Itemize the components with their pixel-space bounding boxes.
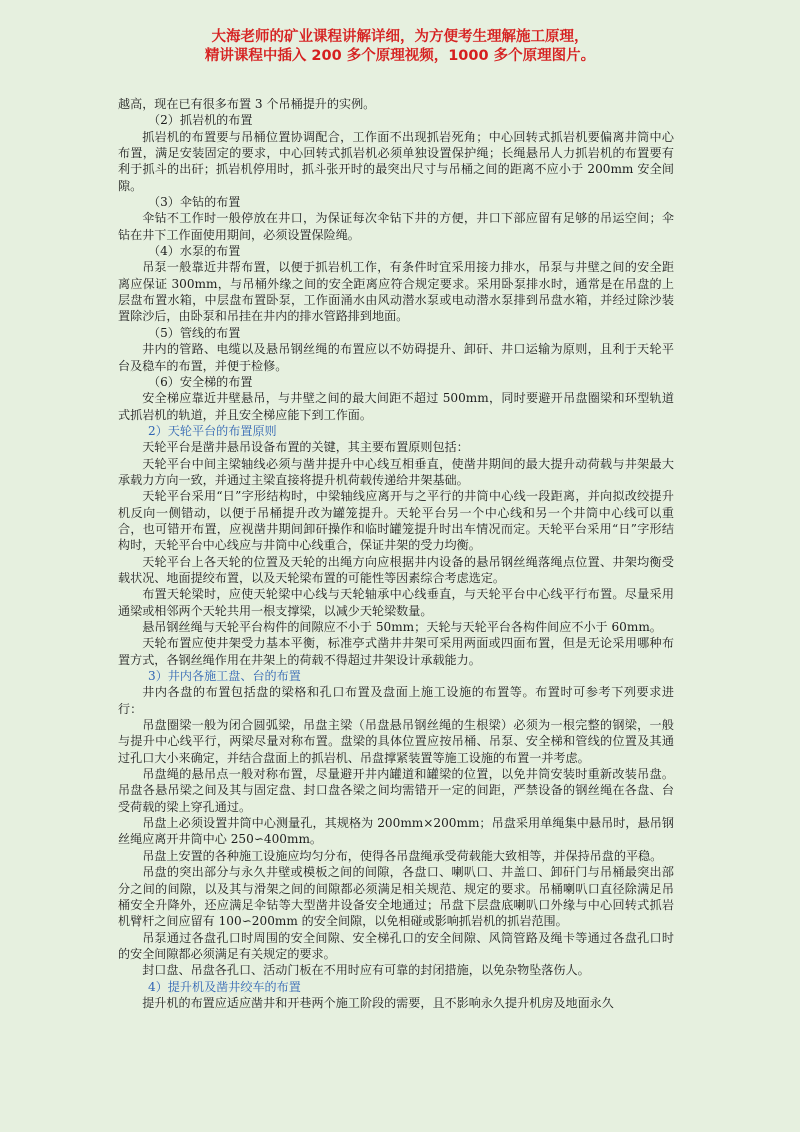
paragraph: 越高，现在已有很多布置 3 个吊桶提升的实例。	[118, 97, 376, 111]
paragraph: 吊泵一般靠近井帮布置，以便于抓岩机工作，有条件时宜采用接力排水，吊泵与井壁之间的安全距离应保证 300mm，与吊桶外缘之间的安全距离应符合规定要求。采用卧泵排水时，通常是在吊盘的上层盘布置水箱，中层盘布置卧泵，工作面涌水由风动潜水泵或电动潜水泵排到吊盘水箱，并经过除沙装置除沙后，由卧泵和吊挂在井内的排水管路排到地面。	[118, 260, 674, 324]
paragraph: 井内的管路、电缆以及悬吊钢丝绳的布置应以不妨碍提升、卸矸、井口运输为原则，且利于天轮平台及稳车的布置，并便于检修。	[118, 342, 674, 373]
paragraph: 抓岩机的布置要与吊桶位置协调配合，工作面不出现抓岩死角；中心回转式抓岩机要偏离井筒中心布置，满足安装固定的要求，中心回转式抓岩机必须单独设置保护绳；长绳悬吊人力抓岩机的布置要有利于抓斗的出矸；抓岩机停用时，抓斗张开时的最突出尺寸与吊桶之间的距离不应小于 200mm 安全间隙。	[118, 129, 674, 193]
section-heading: （6）安全梯的布置	[148, 374, 253, 389]
paragraph: 封口盘、吊盘各孔口、活动门板在不用时应有可靠的封闭措施，以免杂物坠落伤人。	[142, 963, 590, 978]
paragraph: 提升机的布置应适应凿井和开巷两个施工阶段的需要，且不影响永久提升机房及地面永久	[142, 995, 614, 1010]
paragraph: 吊盘圈梁一般为闭合圆弧梁，吊盘主梁（吊盘悬吊钢丝绳的生根梁）必须为一根完整的钢梁，一般与提升中心线平行，两梁尽量对称布置。盘梁的具体位置应按吊桶、吊泵、安全梯和管线的位置及其通过孔口大小来确定，并结合盘面上的抓岩机、吊盘撑紧装置等施工设施的布置一并考虑。	[118, 718, 674, 765]
paragraph: 吊盘上安置的各种施工设施应均匀分布，使得各吊盘绳承受荷载能大致相等，并保持吊盘的平稳。	[142, 848, 663, 863]
paragraph: 井内各盘的布置包括盘的梁格和孔口布置及盘面上施工设施的布置等。布置时可参考下列要求进行：	[118, 685, 674, 716]
paragraph: 天轮布置应使井架受力基本平衡，标准亭式凿井井架可采用两面或四面布置，但是无论采用哪种布置方式，各钢丝绳作用在井架上的荷载不得超过井架设计承载能力。	[118, 636, 674, 667]
paragraph: 天轮平台中间主梁轴线必须与凿井提升中心线互相垂直，使凿井期间的最大提升动荷载与井架最大承载力方向一致，并通过主梁直接将提升机荷载传递给井架基础。	[118, 456, 674, 487]
header-banner	[0, 28, 800, 66]
section-heading: 4）提升机及凿井绞车的布置	[148, 979, 301, 994]
paragraph: 天轮平台采用“日”字形结构时，中梁轴线应离开与之平行的井筒中心线一段距离，并向拟改绞提升机反向一侧错动，以便于吊桶提升改为罐笼提升。天轮平台另一个中心线和另一个井筒中心线可以重合，也可错开布置，应视凿井期间卸矸操作和临时罐笼提升时出车情况而定。天轮平台采用“日”字形结构时，天轮平台中心线应与井筒中心线重合，保证井架的受力均衡。	[118, 489, 674, 553]
paragraph: 吊盘上必须设置井筒中心测量孔，其规格为 200mm×200mm；吊盘采用单绳集中悬吊时，悬吊钢丝绳应离开井筒中心 250∽400mm。	[118, 816, 674, 847]
section-heading: （5）管线的布置	[148, 325, 241, 340]
paragraph: 吊泵通过各盘孔口时周围的安全间隙、安全梯孔口的安全间隙、风筒管路及绳卡等通过各盘孔口时的安全间隙都必须满足有关规定的要求。	[118, 930, 674, 961]
section-heading: 3）井内各施工盘、台的布置	[148, 669, 301, 684]
paragraph: 吊盘绳的悬吊点一般对称布置，尽量避开井内罐道和罐梁的位置，以免井筒安装时重新改装吊盘。吊盘各悬吊梁之间及其与固定盘、封口盘各梁之间均需错开一定的间距，严禁设备的钢丝绳在各盘、台受荷载的梁上穿孔通过。	[118, 767, 674, 814]
paragraph: 天轮平台是凿井悬吊设备布置的关键，其主要布置原则包括：	[142, 440, 469, 455]
banner-line-2: 精讲课程中插入 200 多个原理视频，1000 多个原理图片。	[204, 48, 596, 64]
banner-line-1: 大海老师的矿业课程讲解详细，为方便考生理解施工原理，	[211, 29, 589, 45]
paragraph: 布置天轮梁时，应使天轮梁中心线与天轮轴承中心线垂直，与天轮平台中心线平行布置。尽量采用通梁或相邻两个天轮共用一根支撑梁，以减少天轮梁数量。	[118, 587, 674, 618]
section-heading: 2）天轮平台的布置原则	[148, 423, 277, 438]
section-heading: （4）水泵的布置	[148, 244, 241, 259]
section-heading: （3）伞钻的布置	[148, 195, 241, 210]
section-heading: （2）抓岩机的布置	[148, 113, 253, 128]
paragraph: 悬吊钢丝绳与天轮平台构件的间隙应不小于 50mm；天轮与天轮平台各构件间应不小于 60mm。	[142, 620, 662, 634]
paragraph: 伞钻不工作时一般停放在井口，为保证每次伞钻下井的方便，井口下部应留有足够的吊运空间；伞钻在井下工作面使用期间，必须设置保险绳。	[118, 211, 674, 242]
body-text	[118, 96, 674, 1011]
paragraph: 安全梯应靠近井壁悬吊，与井壁之间的最大间距不超过 500mm，同时要避开吊盘圈梁和环型轨道式抓岩机的轨道，并且安全梯应能下到工作面。	[118, 391, 674, 422]
paragraph: 吊盘的突出部分与永久井壁或模板之间的间隙，各盘口、喇叭口、井盖口、卸矸门与吊桶最突出部分之间的间隙，以及其与滑架之间的间隙都必须满足相关规范、规定的要求。吊桶喇叭口直径除满足吊桶安全升降外，还应满足伞钻等大型凿井设备安全地通过；吊盘下层盘底喇叭口外缘与中心回转式抓岩机臂杆之间应留有 100∽200mm 的安全间隙，以免相碰或影响抓岩机的抓岩范围。	[118, 865, 674, 929]
paragraph: 天轮平台上各天轮的位置及天轮的出绳方向应根据井内设备的悬吊钢丝绳落绳点位置、井架均衡受载状况、地面提绞布置，以及天轮梁布置的可能性等因素综合考虑选定。	[118, 554, 674, 585]
